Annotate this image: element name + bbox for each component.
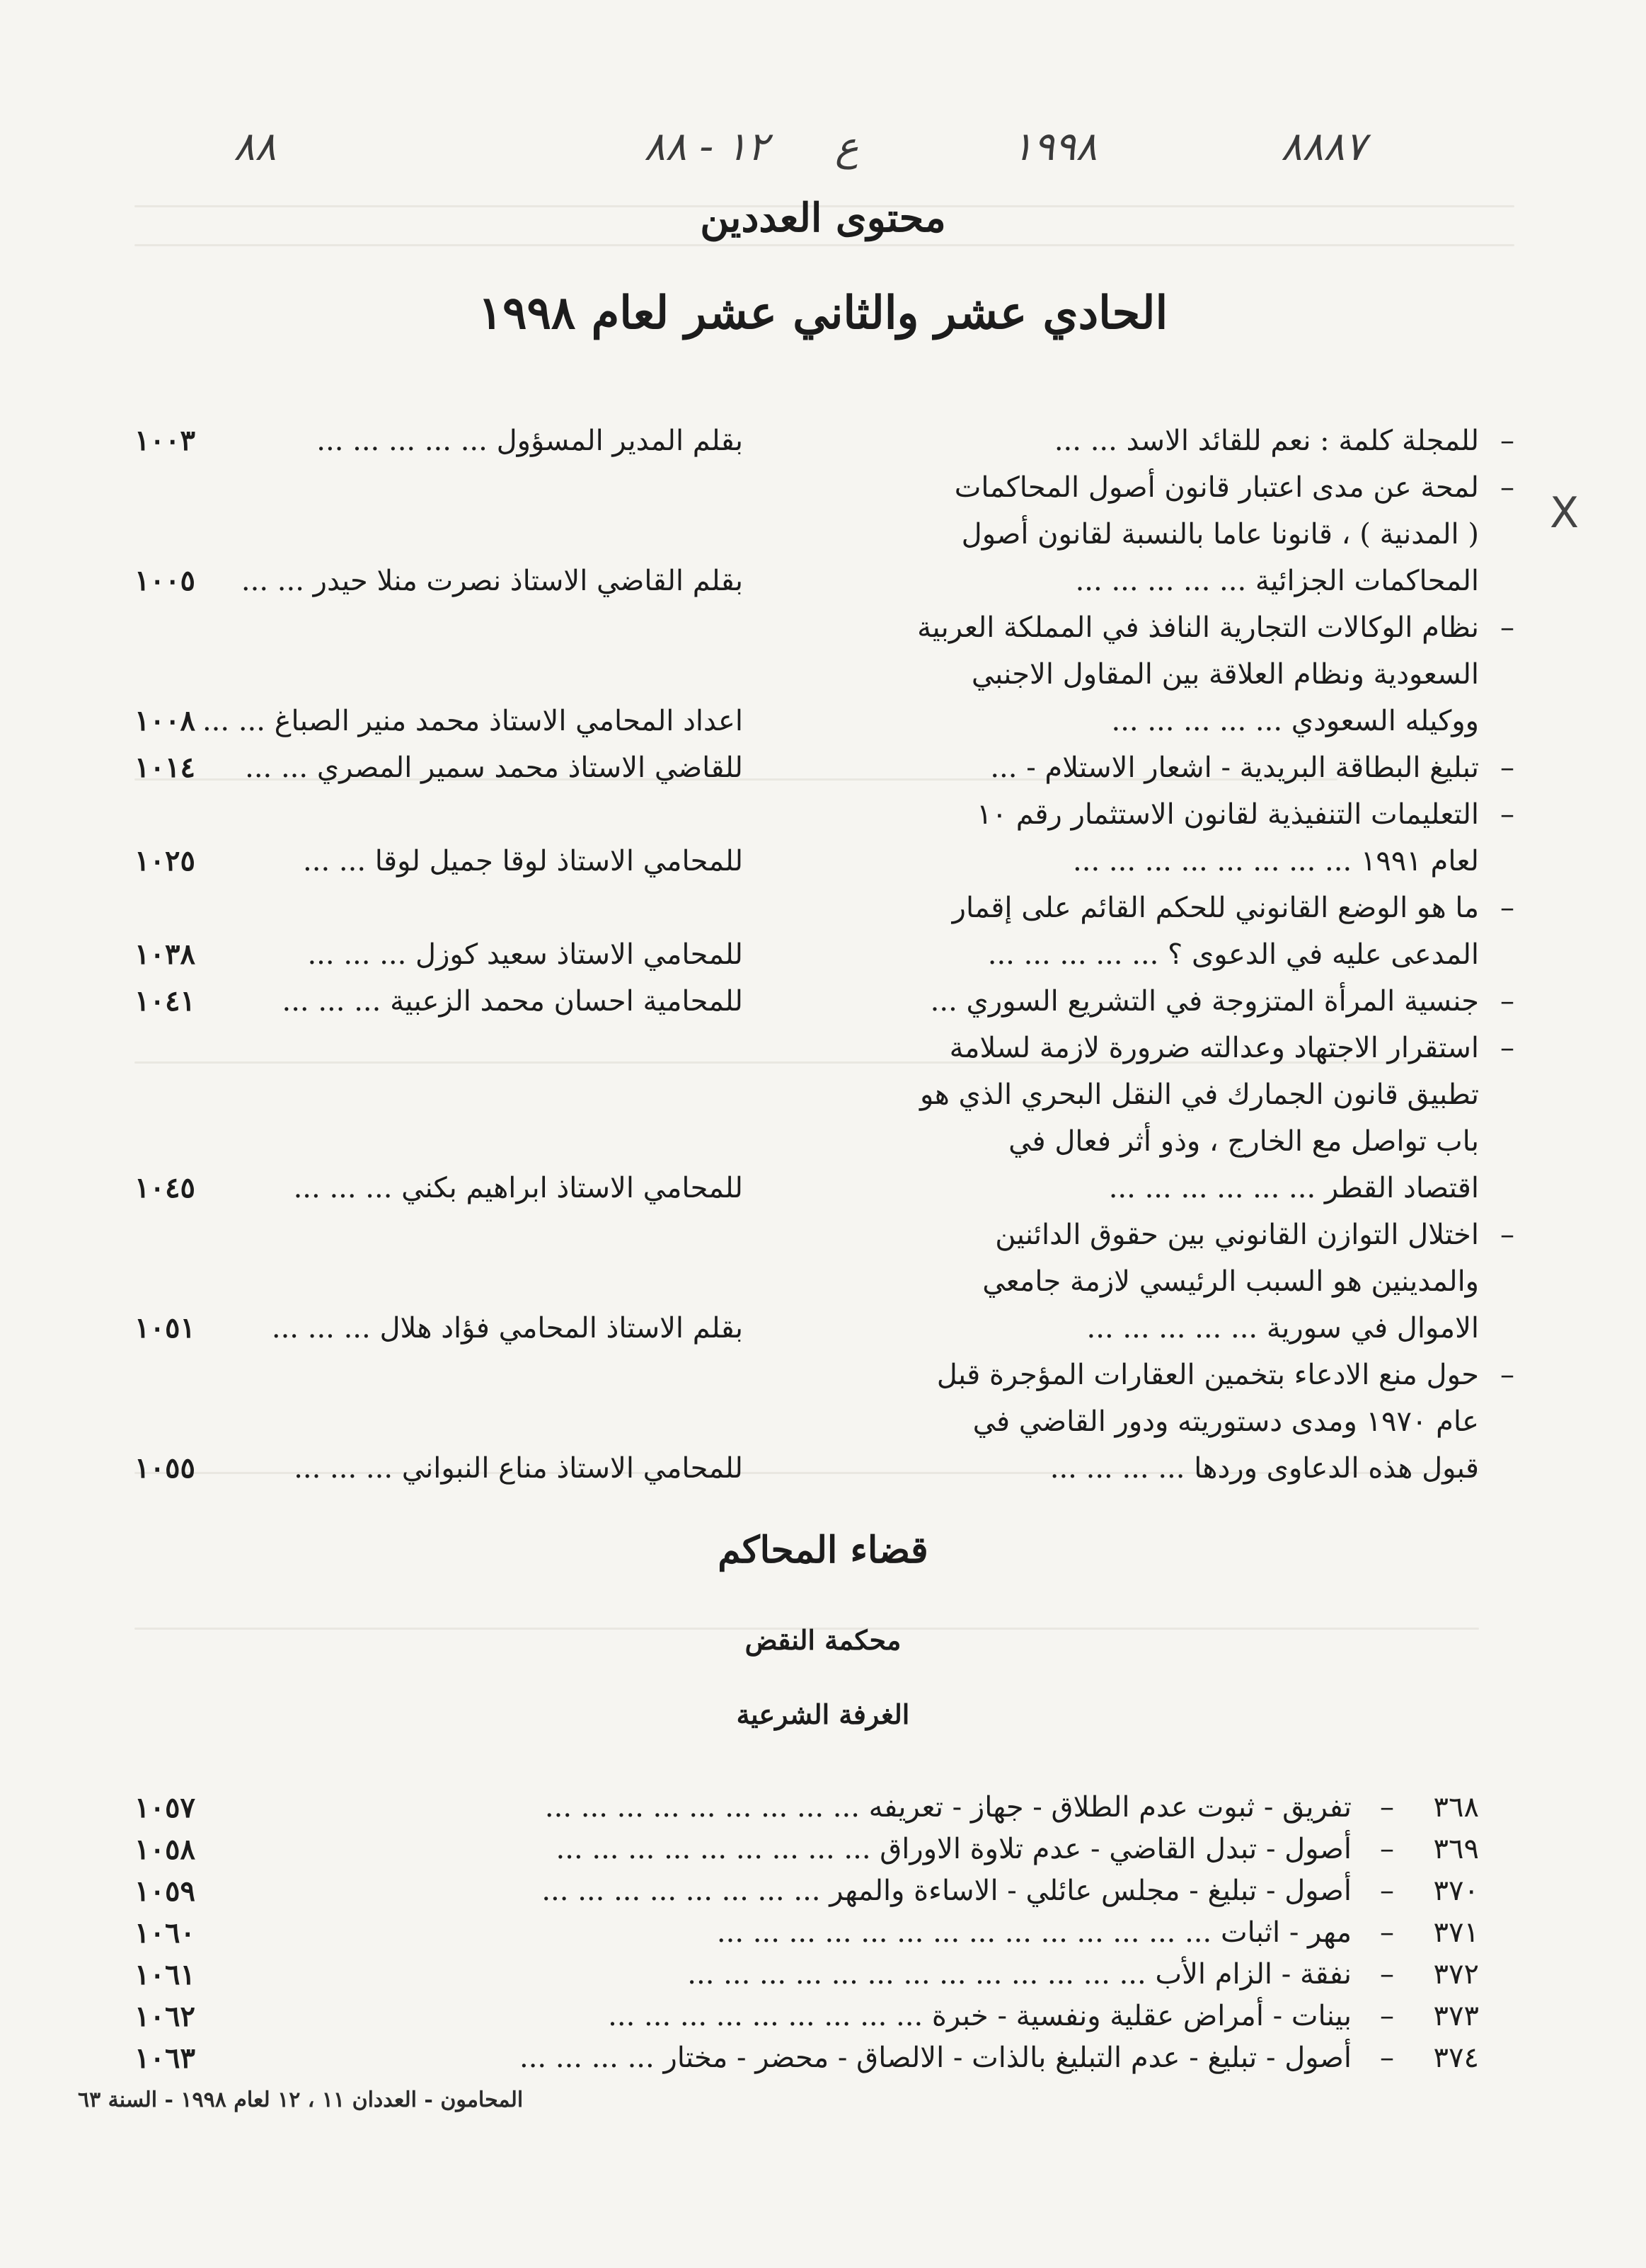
article-line xyxy=(134,1258,1521,1305)
handwritten-left: ٨٨ xyxy=(234,124,277,170)
article-line xyxy=(134,1445,1521,1492)
article-title: حول منع الادعاء بتخمين العقارات المؤجرة قبل xyxy=(936,1359,1479,1391)
ruling-dash: – xyxy=(1380,2000,1394,2032)
article-title: ووكيله السعودي ... ... ... ... ... xyxy=(1111,705,1479,737)
handwritten-letter: ع xyxy=(835,124,859,170)
ruling-title: أصول - تبدل القاضي - عدم تلاوة الاوراق ... ... ... ... ... ... ... ... ... xyxy=(556,1833,1352,1865)
ruling-title: مهر - اثبات ... ... ... ... ... ... ... ... ... ... ... ... ... ... xyxy=(716,1916,1352,1949)
article-title: استقرار الاجتهاد وعدالته ضرورة لازمة لسلامة xyxy=(949,1032,1479,1064)
article-title: جنسية المرأة المتزوجة في التشريع السوري ... xyxy=(930,985,1479,1018)
section-title: قضاء المحاكم xyxy=(718,1529,928,1572)
ruling-title: بينات - أمراض عقلية ونفسية - خبرة ... ... ... ... ... ... ... ... ... xyxy=(608,2000,1352,2032)
ruling-title: أصول - تبليغ - مجلس عائلي - الاساءة والمهر ... ... ... ... ... ... ... ... xyxy=(541,1875,1352,1907)
article-author: للمحامي الاستاذ لوقا جميل لوقا ... ... xyxy=(303,845,743,877)
article-author: للمحامية احسان محمد الزعبية ... ... ... xyxy=(282,985,743,1018)
ruling-page-number: ١٠٥٨ xyxy=(134,1833,195,1866)
ruling-number: ٣٦٨ xyxy=(1433,1791,1479,1824)
article-line xyxy=(134,1118,1521,1165)
ruling-number: ٣٧١ xyxy=(1433,1916,1479,1949)
article-line xyxy=(134,651,1521,698)
article-title: اقتصاد القطر ... ... ... ... ... ... xyxy=(1108,1172,1479,1204)
ruling-title: أصول - تبليغ - عدم التبليغ بالذات - الالصاق - محضر - مختار ... ... ... ... xyxy=(519,2042,1352,2074)
article-line xyxy=(134,1305,1521,1352)
article-author: للقاضي الاستاذ محمد سمير المصري ... ... xyxy=(245,752,743,784)
article-title: لمحة عن مدى اعتبار قانون أصول المحاكمات xyxy=(954,471,1479,504)
article-page-number: ١٠٠٨ xyxy=(134,704,195,737)
entry-dash: – xyxy=(1500,425,1514,457)
page-title: محتوى العددين xyxy=(700,195,946,241)
handwritten-range: ١٢ - ٨٨ xyxy=(644,124,769,170)
page-footer: المحامون - العددان ١١ ، ١٢ لعام ١٩٩٨ - السنة ٦٣ xyxy=(78,2088,524,2112)
ruling-number: ٣٧٢ xyxy=(1433,1958,1479,1991)
ruling-page-number: ١٠٦٣ xyxy=(134,2042,195,2075)
ruling-page-number: ١٠٥٩ xyxy=(134,1875,195,1908)
article-line xyxy=(134,604,1521,651)
article-line xyxy=(134,838,1521,885)
article-author: للمحامي الاستاذ ابراهيم بكني ... ... ... xyxy=(293,1172,743,1204)
article-title: باب تواصل مع الخارج ، وذو أثر فعال في xyxy=(1008,1125,1479,1158)
article-title: التعليمات التنفيذية لقانون الاستثمار رقم ١٠ xyxy=(977,798,1479,831)
article-title: للمجلة كلمة : نعم للقائد الاسد ... ... xyxy=(1054,425,1479,457)
article-author: بقلم المدير المسؤول ... ... ... ... ... xyxy=(316,425,743,457)
entry-dash: – xyxy=(1500,752,1514,784)
article-title: اختلال التوازن القانوني بين حقوق الدائنين xyxy=(995,1219,1479,1251)
article-title: المحاكمات الجزائية ... ... ... ... ... xyxy=(1075,565,1479,597)
article-page-number: ١٠٢٥ xyxy=(134,844,195,877)
ruling-line xyxy=(134,1912,1479,1954)
ruling-page-number: ١٠٦١ xyxy=(134,1958,195,1991)
article-title: لعام ١٩٩١ ... ... ... ... ... ... ... ... xyxy=(1073,845,1479,877)
article-title: ما هو الوضع القانوني للحكم القائم على إقمار xyxy=(952,892,1479,924)
ruling-dash: – xyxy=(1380,1958,1394,1991)
article-line xyxy=(134,464,1521,511)
ruling-page-number: ١٠٦٢ xyxy=(134,2000,195,2033)
article-title: ( المدنية ) ، قانونا عاما بالنسبة لقانون أصول xyxy=(961,518,1479,551)
article-line xyxy=(134,511,1521,558)
ruling-title: تفريق - ثبوت عدم الطلاق - جهاز - تعريفه ... ... ... ... ... ... ... ... ... xyxy=(544,1791,1352,1824)
ruling-title: نفقة - الزام الأب ... ... ... ... ... ... ... ... ... ... ... ... ... xyxy=(687,1958,1352,1991)
ruling-line xyxy=(134,1954,1479,1996)
entry-dash: – xyxy=(1500,1359,1514,1391)
article-page-number: ١٠٠٣ xyxy=(134,424,195,457)
article-line xyxy=(134,558,1521,604)
article-title: عام ١٩٧٠ ومدى دستوريته ودور القاضي في xyxy=(972,1405,1479,1438)
article-title: قبول هذه الدعاوى وردها ... ... ... ... xyxy=(1049,1452,1479,1485)
article-title: والمدينين هو السبب الرئيسي لازمة جامعي xyxy=(982,1265,1479,1298)
entry-dash: – xyxy=(1500,892,1514,924)
article-title: تبليغ البطاقة البريدية - اشعار الاستلام - ... xyxy=(990,752,1479,784)
article-author: للمحامي الاستاذ مناع النبواني ... ... ... xyxy=(294,1452,743,1485)
article-page-number: ١٠١٤ xyxy=(134,751,195,784)
article-title: الاموال في سورية ... ... ... ... ... xyxy=(1086,1312,1479,1345)
article-line xyxy=(134,885,1521,931)
ruling-number: ٣٧٤ xyxy=(1433,2042,1479,2074)
ruling-page-number: ١٠٦٠ xyxy=(134,1916,195,1950)
ruling-line xyxy=(134,1870,1479,1912)
article-page-number: ١٠٠٥ xyxy=(134,564,195,597)
article-title: السعودية ونظام العلاقة بين المقاول الاجنبي xyxy=(971,658,1479,691)
ruling-line xyxy=(134,1996,1479,2037)
ruling-number: ٣٧٠ xyxy=(1433,1875,1479,1907)
article-page-number: ١٠٥٥ xyxy=(134,1451,195,1485)
article-line xyxy=(134,1071,1521,1118)
entry-dash: – xyxy=(1500,985,1514,1018)
ruling-dash: – xyxy=(1380,1875,1394,1907)
ruling-dash: – xyxy=(1380,1916,1394,1949)
article-line xyxy=(134,931,1521,978)
articles-list xyxy=(134,418,1521,1492)
article-line xyxy=(134,1165,1521,1211)
article-author: للمحامي الاستاذ سعيد كوزل ... ... ... xyxy=(307,938,743,971)
entry-dash: – xyxy=(1500,471,1514,504)
entry-dash: – xyxy=(1500,611,1514,644)
article-line xyxy=(134,1352,1521,1398)
rulings-list xyxy=(134,1787,1479,2079)
article-line xyxy=(134,744,1521,791)
article-line xyxy=(134,1025,1521,1071)
entry-dash: – xyxy=(1500,1032,1514,1064)
bleed-through xyxy=(134,244,1514,246)
ruling-dash: – xyxy=(1380,1791,1394,1824)
entry-dash: – xyxy=(1500,798,1514,831)
article-line xyxy=(134,1211,1521,1258)
article-line xyxy=(134,1398,1521,1445)
article-line xyxy=(134,698,1521,744)
handwritten-year: ١٩٩٨ xyxy=(1012,124,1098,170)
article-page-number: ١٠٥١ xyxy=(134,1311,195,1345)
article-author: بقلم الاستاذ المحامي فؤاد هلال ... ... ... xyxy=(271,1312,743,1345)
article-title: المدعى عليه في الدعوى ؟ ... ... ... ... ... xyxy=(987,938,1479,971)
article-author: اعداد المحامي الاستاذ محمد منير الصباغ ... ... xyxy=(202,705,743,737)
article-line xyxy=(134,978,1521,1025)
article-page-number: ١٠٤٥ xyxy=(134,1171,195,1204)
margin-cross-mark: X xyxy=(1550,488,1579,538)
article-title: تطبيق قانون الجمارك في النقل البحري الذي هو xyxy=(920,1078,1479,1111)
article-line xyxy=(134,791,1521,838)
ruling-dash: – xyxy=(1380,2042,1394,2074)
article-title: نظام الوكالات التجارية النافذ في المملكة العربية xyxy=(917,611,1479,644)
article-line xyxy=(134,418,1521,464)
handwritten-code: ٨٨٨٧ xyxy=(1281,124,1366,170)
chamber-name: الغرفة الشرعية xyxy=(736,1698,910,1730)
ruling-number: ٣٧٣ xyxy=(1433,2000,1479,2032)
article-page-number: ١٠٤١ xyxy=(134,984,195,1018)
ruling-page-number: ١٠٥٧ xyxy=(134,1791,195,1824)
ruling-dash: – xyxy=(1380,1833,1394,1865)
handwritten-header xyxy=(234,124,1437,188)
entry-dash: – xyxy=(1500,1219,1514,1251)
court-name: محكمة النقض xyxy=(744,1624,902,1656)
ruling-number: ٣٦٩ xyxy=(1433,1833,1479,1865)
article-author: بقلم القاضي الاستاذ نصرت منلا حيدر ... ... xyxy=(241,565,743,597)
ruling-line xyxy=(134,1829,1479,1870)
page-subtitle: الحادي عشر والثاني عشر لعام ١٩٩٨ xyxy=(478,287,1168,340)
article-page-number: ١٠٣٨ xyxy=(134,938,195,971)
ruling-line xyxy=(134,1787,1479,1829)
ruling-line xyxy=(134,2037,1479,2079)
